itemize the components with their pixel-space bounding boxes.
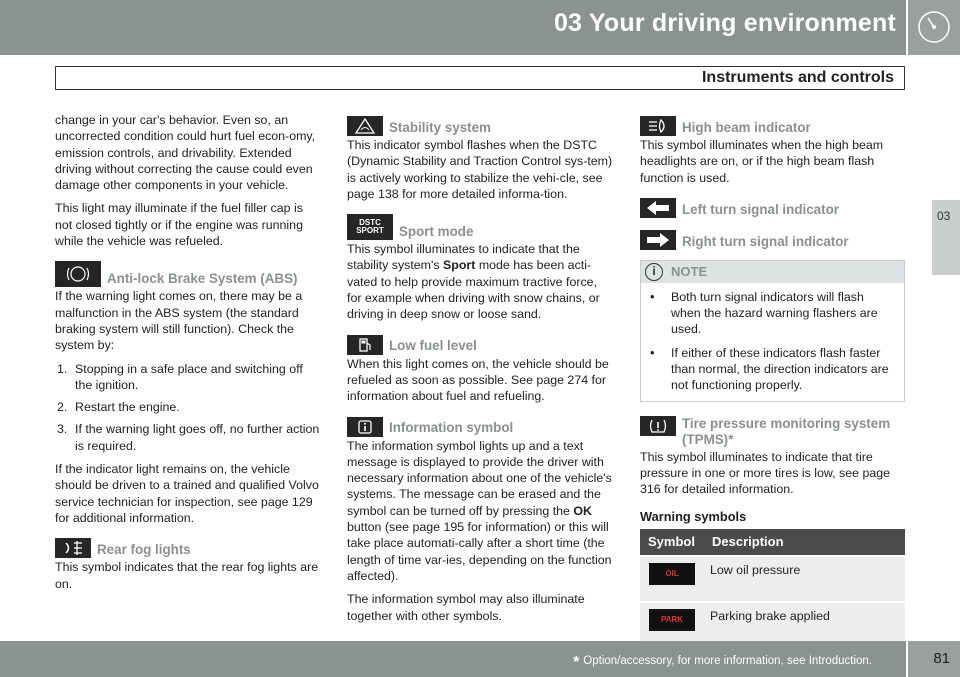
high-beam-heading: High beam indicator: [640, 116, 905, 136]
right-turn-heading: Right turn signal indicator: [640, 230, 905, 250]
high-beam-icon: [640, 116, 676, 136]
list-item: 1. Stopping in a safe place and switching off the ignition.: [57, 361, 303, 392]
low-fuel-heading: Low fuel level: [347, 335, 613, 355]
parking-brake-icon: PARK: [649, 609, 695, 631]
fog-heading: Rear fog lights: [55, 538, 321, 558]
table-cell: Low oil pressure: [704, 556, 905, 602]
column-header: Symbol: [640, 529, 704, 556]
column-2: [347, 104, 613, 631]
list-item: 2. Restart the engine.: [57, 400, 180, 415]
paragraph: The information symbol lights up and a text message is displayed to provide the driver with necessary information about one of the vehicle's systems. The message can be erased and the symbol can be turned off by pressing the OK button (see page 195 for information) or this will take place automati-cally after a short time (the length of time var-ies, depending on the function affected).: [347, 438, 612, 583]
column-3: [640, 104, 905, 647]
table-cell: [640, 556, 704, 602]
information-heading: Information symbol: [347, 417, 613, 437]
table-row: [640, 556, 905, 602]
abs-icon: [55, 261, 101, 287]
oil-can-icon: OIL: [649, 563, 695, 585]
abs-heading: Anti-lock Brake System (ABS): [55, 261, 321, 287]
chapter-tab-label: 03: [937, 209, 951, 223]
column-header: Description: [704, 529, 905, 556]
sport-heading: DSTC SPORT Sport mode: [347, 214, 613, 240]
info-circle-icon: i: [645, 263, 663, 281]
page-number-box: [906, 641, 960, 677]
table-cell: Parking brake applied: [704, 602, 905, 647]
chapter-title: 03 Your driving environment: [553, 9, 896, 37]
info-symbol-icon: [347, 417, 383, 437]
left-arrow-icon: [640, 198, 676, 218]
paragraph: change in your car's behavior. Even so, an uncorrected condition could hurt fuel econ-omy, emission controls, and drivability. Extended driving without correcting the cause could even damage other components in your vehicle.: [55, 113, 316, 193]
paragraph: If the indicator light remains on, the vehicle should be driven to a trained and qualified Volvo service technician for inspection, see page 129 for additional information.: [55, 462, 319, 525]
left-turn-heading: Left turn signal indicator: [640, 198, 905, 218]
steps-list: [55, 361, 321, 454]
stability-icon: [347, 116, 383, 136]
speedometer-icon: [906, 0, 960, 55]
note-list: [641, 289, 896, 394]
tire-pressure-icon: [640, 416, 676, 436]
paragraph: The information symbol may also illuminate together with other symbols.: [347, 592, 585, 623]
note-box: [640, 260, 905, 402]
warning-symbols-title: Warning symbols: [640, 508, 747, 524]
note-header: i NOTE: [641, 261, 904, 283]
fuel-pump-icon: [347, 335, 383, 355]
paragraph: This symbol illuminates to indicate that the stability system's Sport mode has been acti-vated to help provide maximum tractive force, for example when driving with snow chains, or driving in deep snow or loose sand.: [347, 242, 600, 322]
paragraph: This symbol indicates that the rear fog lights are on.: [55, 560, 319, 591]
column-1: [55, 112, 321, 599]
paragraph: This symbol illuminates to indicate that tire pressure in one or more tires is low, see page 316 for detailed information.: [640, 449, 891, 497]
section-title: Instruments and controls: [701, 69, 894, 86]
list-item: • Both turn signal indicators will flash when the hazard warning flashers are used.: [641, 289, 896, 338]
paragraph: This indicator symbol flashes when the DSTC (Dynamic Stability and Traction Control sys-tem) is actively working to stabilize the vehi-cle, see page 138 for more detailed informa-tion.: [347, 138, 613, 201]
right-arrow-icon: [640, 230, 676, 250]
rear-fog-icon: [55, 538, 91, 558]
paragraph: This symbol illuminates when the high beam headlights are on, or if the high beam flash function is used.: [640, 138, 884, 185]
table-header: [640, 529, 905, 556]
paragraph: This light may illuminate if the fuel filler cap is not closed tightly or if the engine was running while the vehicle was refueled.: [55, 201, 303, 249]
stability-heading: Stability system: [347, 116, 613, 136]
paragraph: If the warning light comes on, there may be a malfunction in the ABS system (the standard braking system will still function). Check the system by:: [55, 289, 303, 353]
warning-symbols-table: [640, 529, 905, 647]
dstc-sport-icon: DSTC SPORT: [347, 214, 393, 240]
page-number: 81: [933, 650, 950, 667]
section-bar: [55, 66, 905, 90]
list-item: • If either of these indicators flash faster than normal, the direction indicators are not functioning properly.: [641, 345, 896, 394]
list-item: 3. If the warning light goes off, no further action is required.: [57, 422, 320, 453]
paragraph: When this light comes on, the vehicle should be refueled as soon as possible. See page 274 for information about fuel and refueling.: [347, 356, 609, 404]
footer-note: * Option/accessory, for more information, see Introduction.: [573, 654, 872, 671]
tpms-heading: Tire pressure monitoring system (TPMS)*: [640, 416, 905, 448]
